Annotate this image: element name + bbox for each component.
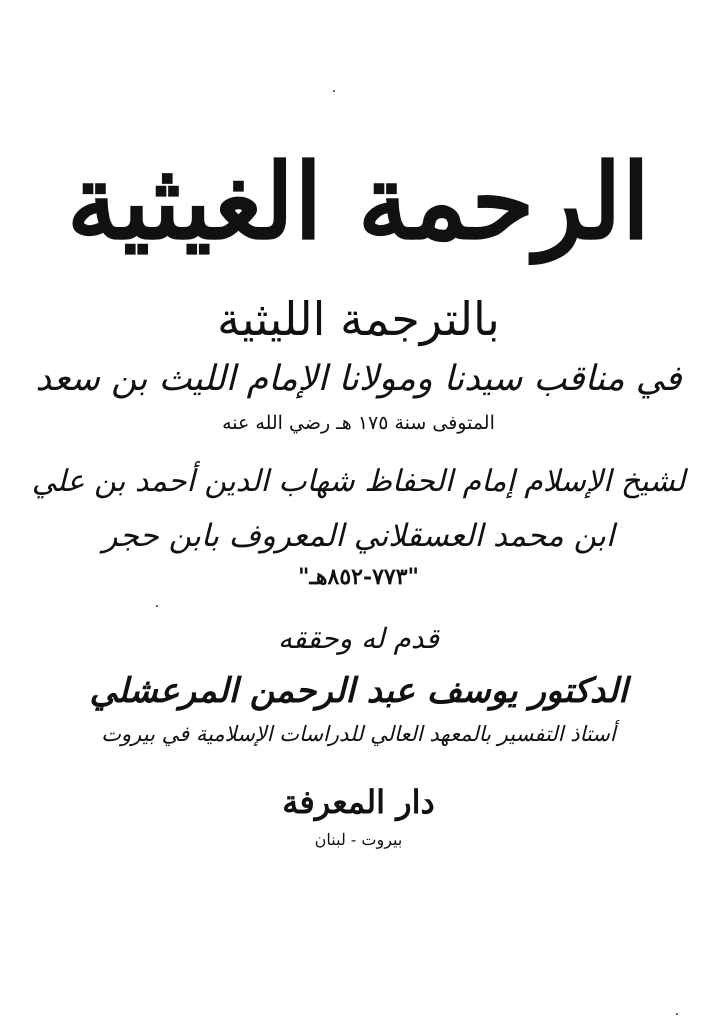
scan-speck	[333, 90, 335, 92]
book-title: الرحمة الغيثية	[66, 140, 651, 263]
publisher-name: دار المعرفة	[282, 783, 435, 821]
author-line-1: لشيخ الإسلام إمام الحفاظ شهاب الدين أحمد بن علي	[31, 464, 686, 499]
editor-intro-label: قدم له وحققه	[278, 622, 439, 655]
death-note: المتوفى سنة ١٧٥ هـ رضي الله عنه	[222, 412, 495, 434]
book-subject: في مناقب سيدنا ومولانا الإمام الليث بن سعد	[35, 359, 682, 399]
author-dates: "٧٧٣-٨٥٢هـ"	[297, 564, 420, 590]
book-subtitle: بالترجمة الليثية	[217, 292, 500, 346]
scan-speck	[156, 605, 158, 607]
editor-name: الدكتور يوسف عبد الرحمن المرعشلي	[89, 671, 628, 711]
author-line-2: ابن محمد العسقلاني المعروف بابن حجر	[102, 518, 615, 554]
editor-affiliation: أستاذ التفسير بالمعهد العالي للدراسات الإسلامية في بيروت	[101, 722, 616, 746]
publisher-place: بيروت - لبنان	[314, 830, 403, 849]
scan-speck	[676, 1013, 678, 1015]
